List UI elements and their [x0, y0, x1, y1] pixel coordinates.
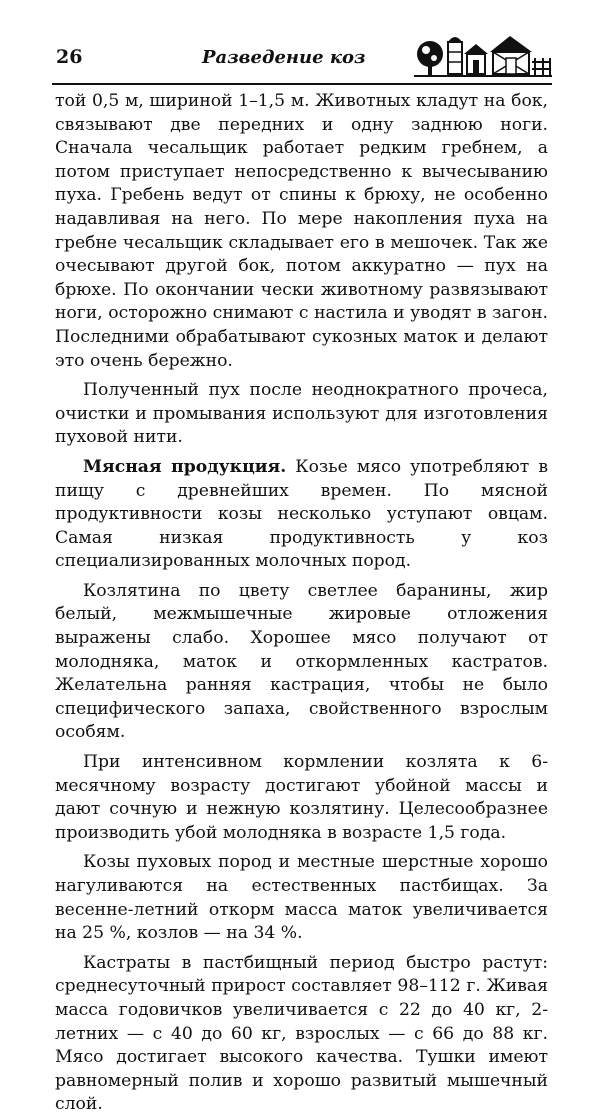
paragraph-3	[55, 456, 548, 574]
paragraph-5: При интенсивном кормлении козлята к 6-месячному возрасту достигают убойной массы и дают сочную и нежную козлятину. Целесообразнее производить убой молодняка в возрасте 1,5 года.	[55, 752, 548, 843]
paragraph-6: Козы пуховых пород и местные шерстные хорошо нагуливаются на естественных пастбищах. За весенне-летний откорм масса маток увеличивается на 25 %, козлов — на 34 %.	[55, 852, 548, 944]
paragraph-1: той 0,5 м, шириной 1–1,5 м. Животных кладут на бок, связывают две передних и одну заднюю ноги. Сначала чесальщик работает редким гребнем, а потом приступает непосредственно к вычесыванию пуха. Гребень ведут от спины к брюху, не особенно надавливая на него. По мере накопления пуха на гребне чесальщик складывает его в мешочек. Так же очесывают другой бок, потом аккуратно — пух на брюхе. По окончании чески животному развязывают ноги, осторожно снимают с настила и уводят в загон. Последними обрабатывают сукозных маток и делают это очень бережно.	[55, 91, 548, 371]
paragraph-3-text: Козье мясо употребляют в пищу с древнейших времен. По мясной продуктивности козы несколько уступают овцам. Самая низкая продуктивность у коз специализированных молочных пород.	[55, 456, 548, 572]
section-heading-meat: Мясная продукция.	[83, 456, 287, 477]
paragraph-2: Полученный пух после неоднократного прочеса, очистки и промывания используют для изготовления пуховой нити.	[55, 380, 548, 448]
page-header	[52, 40, 552, 80]
header-rule	[52, 83, 552, 85]
paragraph-7: Кастраты в пастбищный период быстро растут: среднесуточный прирост составляет 98–112 г. Живая масса годовичков увеличивается с 22 до 40 кг, 2-летних — с 40 до 60 кг, взрослых — с 66 до 88 кг. Мясо достигает высокого качества. Тушки имеют равномерный полив и хорошо развитый мышечный слой.	[55, 952, 548, 1115]
running-title: Разведение коз	[202, 47, 366, 68]
farm-barn-icon	[414, 32, 552, 80]
paragraph-4: Козлятина по цвету светлее баранины, жир белый, межмышечные жировые отложения выражены слабо. Хорошее мясо получают от молодняка, маток и откормленных кастратов. Желательна ранняя кастрация, чтобы не было специфического запаха, свойственного взрослым особям.	[55, 580, 548, 743]
page-number: 26	[56, 46, 83, 68]
page-body	[55, 90, 548, 1117]
